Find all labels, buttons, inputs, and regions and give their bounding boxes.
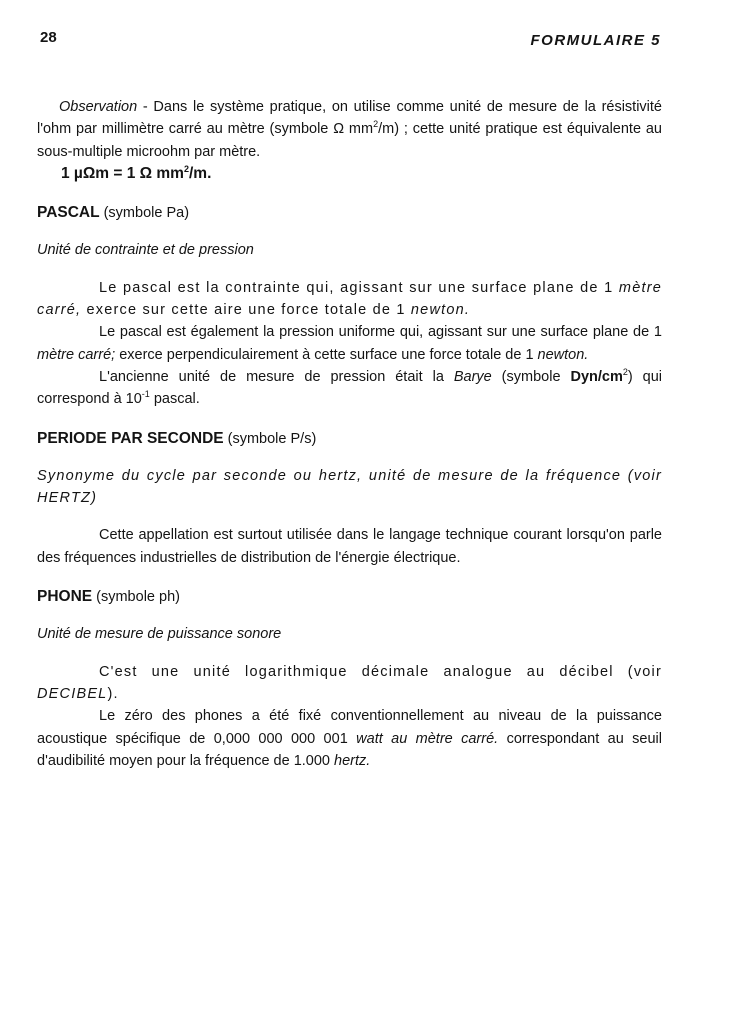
observation-label: Observation [59, 99, 138, 115]
term-heading-pascal: PASCAL (symbole Pa) [37, 204, 190, 222]
pascal-paragraph-2: Le pascal est également la pression uniforme qui, agissant sur une surface plane de 1 mètre carré; exerce perpendiculairement à cette surface une force totale de 1 newton. [37, 324, 662, 363]
resistivity-formula: 1 µΩm = 1 Ω $mm^2/m$. [61, 163, 212, 182]
term-heading-phone: PHONE (symbole ph) [37, 588, 180, 606]
term-subtitle-phone: Unité de mesure de puissance sonore [37, 626, 282, 643]
pascal-paragraph-1: Le pascal est la contrainte qui, agissant sur une surface plane de 1 mètre carré, exerce sur cette aire une force totale de 1 newton. [37, 279, 662, 319]
term-subtitle-pascal: Unité de contrainte et de pression [37, 242, 254, 259]
observation-paragraph: Observation - Dans le système pratique, on utilise comme unité de mesure de la résistivité l'ohm par millimètre carré au mètre (symbole Ω $mm^2/m$) ; cette unité pratique est équivalente au sous-multiple microohm par mètre. [37, 99, 662, 160]
periode-paragraph-1: Cette appellation est surtout utilisée dans le langage technique courant lorsqu'on parle des fréquences industrielles de distribution de l'énergie électrique. [37, 527, 662, 566]
running-title: FORMULAIRE 5 [530, 32, 661, 49]
term-subtitle-periode: Synonyme du cycle par seconde ou hertz, unité de mesure de la fréquence (voir HERTZ) [37, 467, 662, 507]
term-heading-periode: PERIODE PAR SECONDE (symbole P/s) [37, 429, 317, 447]
phone-paragraph-1: C'est une unité logarithmique décimale analogue au décibel (voir DECIBEL). [37, 663, 662, 702]
page-number: 28 [40, 29, 57, 46]
phone-paragraph-2: Le zéro des phones a été fixé conventionnellement au niveau de la puissance acoustique spécifique de 0,000 000 000 001 watt au mètre carré. correspondant au seuil d'audibilité moyen pour la fréquence de 1.000 hertz. [37, 708, 663, 769]
pascal-paragraph-3: L'ancienne unité de mesure de pression était la Barye (symbole Dyn/$cm^2$) qui correspond à $10^{-1}$ pascal. [37, 367, 663, 408]
page-content [37, 96, 662, 772]
